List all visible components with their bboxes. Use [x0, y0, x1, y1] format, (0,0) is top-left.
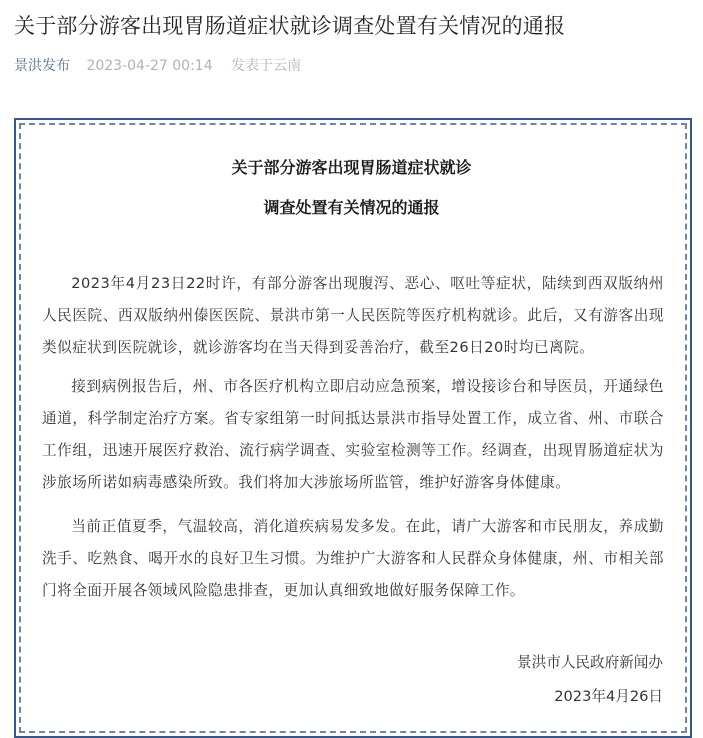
notice-title-line-1: 关于部分游客出现胃肠道症状就诊 [231, 158, 472, 177]
publish-date: 2023-04-27 00:14 [86, 58, 213, 74]
notice-title-line-2: 调查处置有关情况的通报 [263, 198, 440, 217]
notice-paragraph-2: 接到病例报告后，州、市各医疗机构立即启动应急预案，增设接诊台和导医员，开通绿色通道，科学制定治疗方案。省专家组第一时间抵达景洪市指导处置工作，成立省、州、市联合工作组，迅速开展医疗救治、流行病学调查、实验室检测等工作。经调查，出现胃肠道症状为涉旅场所诺如病毒感染所致。我们将加大涉旅场所监管，维护好游客身体健康。 [42, 378, 664, 491]
notice-paragraph-1: 2023年4月23日22时许，有部分游客出现腹泻、恶心、呕吐等症状，陆续到西双版纳州人民医院、西双版纳州傣医医院、景洪市第一人民医院等医疗机构就诊。此后，又有游客出现类似症状到医院就诊，就诊游客均在当天得到妥善治疗，截至26日20时均已离院。 [42, 275, 664, 356]
article-meta [14, 56, 301, 76]
account-name-link[interactable]: 景洪发布 [14, 58, 70, 74]
publish-location: 发表于云南 [231, 58, 302, 74]
notice-sign-date: 2023年4月26日 [554, 688, 663, 705]
notice-paragraph-3: 当前正值夏季，气温较高，消化道疾病易发多发。在此，请广大游客和市民朋友，养成勤洗手、吃熟食、喝开水的良好卫生习惯。为维护广大游客和人民群众身体健康，州、市相关部门将全面开展各领域风险隐患排查，更加认真细致地做好服务保障工作。 [42, 518, 664, 599]
notice-signature: 景洪市人民政府新闻办 [517, 654, 663, 671]
article-title: 关于部分游客出现胃肠道症状就诊调查处置有关情况的通报 [14, 14, 566, 38]
